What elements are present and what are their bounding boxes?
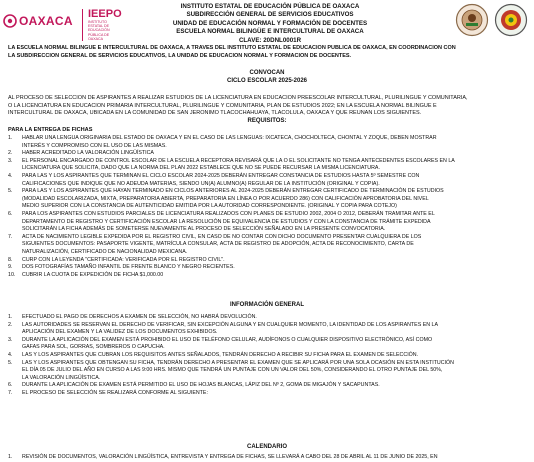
oaxaca-flower-icon — [3, 14, 17, 28]
list-item-number: 2. — [8, 150, 13, 157]
header-line: SUBDIRECCIÓN GENERAL DE SERVICIOS EDUCATIVOS — [186, 11, 354, 19]
calendario-list — [8, 454, 530, 462]
escuela-normal-seal-icon — [455, 3, 489, 37]
list-item-number: 7. — [8, 389, 13, 396]
intro-line: LA SUBDIRECCIÓN GENERAL DE SERVICIOS EDUCATIVOS, LA UNIDAD DE EDUCACIÓN NORMAL Y FORMACIÓN DE DOCENTES. — [8, 52, 352, 59]
list-item-number: 3. — [8, 157, 13, 164]
list-item-text: HABER ACREDITADO LA VALORACIÓN LINGÜÍSTICA — [22, 150, 154, 157]
list-item — [8, 360, 530, 383]
header-line: CLAVE: 20DNL0001R — [238, 36, 302, 44]
list-item-text: CUBRIR LA CUOTA DE EXPEDICIÓN DE FICHA $1,000.00 — [22, 271, 164, 278]
list-item — [8, 211, 530, 234]
list-item — [8, 382, 530, 390]
ieepo-logo-text: IEEPO — [88, 8, 122, 20]
list-item-number: 4. — [8, 172, 13, 179]
state-seal-icon — [494, 3, 528, 37]
list-item-number: 5. — [8, 359, 13, 366]
list-item-text: CURP CON LA LEYENDA "CERTIFICADA: VERIFICADA POR EL REGISTRO CIVIL". — [22, 256, 225, 263]
oaxaca-logo — [3, 14, 73, 28]
list-item-number: 5. — [8, 188, 13, 195]
list-item — [8, 257, 530, 265]
requisitos-title: REQUISITOS: — [247, 118, 287, 124]
calendario-title: CALENDARIO — [247, 444, 287, 450]
list-item-text: EFECTUADO EL PAGO DE DERECHOS A EXAMEN DE SELECCIÓN, NO HABRÁ DEVOLUCIÓN. — [22, 314, 257, 320]
requisitos-list — [8, 135, 530, 279]
list-item — [8, 322, 530, 337]
list-item-text: EL PROCESO DE SELECCIÓN SE REALIZARÁ CONFORME AL SIGUIENTE: — [22, 389, 208, 396]
list-item-number: 3. — [8, 336, 13, 343]
list-item — [8, 337, 530, 352]
header-line: ESCUELA NORMAL BILINGÜE E INTERCULTURAL DE OAXACA — [176, 28, 364, 36]
list-item-number: 1. — [8, 314, 13, 320]
list-item-number: 8. — [8, 256, 13, 263]
list-item-text: ACTA DE NACIMIENTO LEGIBLE EXPEDIDA POR EL REGISTRO CIVIL, EN CASO DE NO CONTAR CON DICHO DOCUMENTO PRESENTAR CUALQUIERA DE LOS SIGUIENTES DOCUMENTOS: PASAPORTE VIGENTE, MATRÍCULA CONSULAR, ACTA DE REGISTRO DE ADOPCIÓN, ACTA DE RECONOCIMIENTO, CARTA DE NATURALIZACIÓN, CERTIFICADO DE NACIONALIDAD MEXICANA. — [22, 233, 422, 255]
list-item — [8, 454, 530, 462]
list-item — [8, 173, 530, 188]
fichas-section-title: PARA LA ENTREGA DE FICHAS — [8, 127, 93, 133]
list-item-text: PARA LAS Y LOS ASPIRANTES QUE TERMINAN EL CICLO ESCOLAR 2024-2025 DEBERÁN ENTREGAR CONSTANCIA DE ESTUDIOS HASTA 5º SEMESTRE CON CALIFICACIONES QUE INDIQUE QUE NO ADEUDA MATERIAS, SIENDO UN(A) ALUMNO(A) REGULAR DE LA INSTITUCIÓN (ORIGINAL Y COPIA). — [22, 172, 420, 187]
list-item-text: HABLAR UNA LENGUA ORIGINARIA DEL ESTADO DE OAXACA Y EN EL CASO DE LAS LENGUAS: IXCATECA, CHOCHOLTECA, CHONTAL Y ZOQUE, DEBEN MOSTRAR INTERÉS Y COMPROMISO CON EL USO DE LAS MISMAS. — [22, 135, 437, 149]
intro-paragraph — [8, 45, 528, 60]
list-item — [8, 234, 530, 257]
list-item — [8, 314, 530, 322]
list-item-text: LAS AUTORIDADES SE RESERVAN EL DERECHO DE VERIFICAR, SIN EXCEPCIÓN ALGUNA Y EN CUALQUIER MOMENTO, LA IDENTIDAD DE LOS ASPIRANTES EN LA APLICACIÓN DEL EXAMEN Y LA VALIDEZ DE LOS DOCUMENTOS EXHIBIDOS. — [22, 321, 439, 336]
ieepo-logo — [82, 9, 122, 41]
list-item-text: DURANTE LA APLICACIÓN DE EXAMEN ESTÁ PERMITIDO EL USO DE HOJAS BLANCAS, LÁPIZ DEL Nº 2, GOMA DE MIGAJÓN Y SACAPUNTAS. — [22, 382, 380, 389]
purpose-paragraph — [8, 95, 528, 118]
list-item-number: 6. — [8, 210, 13, 217]
list-item-number: 2. — [8, 321, 13, 328]
list-item-number: 6. — [8, 382, 13, 389]
list-item — [8, 135, 530, 150]
list-item-text: DURANTE LA APLICACIÓN DEL EXAMEN ESTÁ PROHIBIDO EL USO DE TELÉFONO CELULAR, AUDÍFONOS O CUALQUIER DISPOSITIVO ELECTRÓNICO, ASÍ COMO GAFAS PARA SOL, GORRAS, SOMBREROS O CAPUCHA. — [22, 336, 433, 351]
list-item-number: 4. — [8, 351, 13, 358]
list-item-number: 7. — [8, 233, 13, 240]
list-item-text: LAS Y LOS ASPIRANTES QUE OBTENGAN SU FICHA, TENDRÁN DERECHO A PRESENTAR EL EXAMEN QUE SE APLICARÁ POR UNA SOLA OCASIÓN EN ESTA INSTITUCIÓN EL DÍA 05 DE JULIO DEL AÑO EN CURSO A LAS 9:00 HRS. MISMO QUE TENDRÁ UN PUNTAJE CON UN VALOR DEL 50%, CONSIDERANDO EL OTRO PUNTAJE DEL 50%, LA VALORACIÓN LINGÜÍSTICA. — [22, 359, 454, 381]
list-item-text: PARA LAS Y LOS ASPIRANTES QUE HAYAN TERMINADO EN CICLOS ANTERIORES AL 2024-2025 DEBERÁN ENTREGAR CERTIFICADO DE TERMINACIÓN DE ESTUDIOS (MODALIDAD ESCOLARIZADA, MIXTA, PREPARATORIA ABIERTA, PREPARATORIA EN LÍNEA O POR ACUERDO 286) CON CALIFICACIÓN APROBATORIA DEL NIVEL MEDIO SUPERIOR CON LA CONSTANCIA DE AUTENTICIDAD EMITIDA POR LA AUTORIDAD CORRESPONDIENTE. (ORIGINAL Y COPIA PARA COTEJO) — [22, 188, 444, 210]
list-item-text: EL PERSONAL ENCARGADO DE CONTROL ESCOLAR DE LA ESCUELA RECEPTORA REVISARÁ QUE LA O EL SOLICITANTE NO TENGA ANTECEDENTES ESCOLARES EN LA LICENCIATURA QUE SOLICITA, DADO QUE LA NORMA DEL PLAN 2022 ESTABLECE QUE NO SE PUEDE RECURSAR LA MISMA LICENCIATURA. — [22, 157, 455, 172]
informacion-general-list — [8, 314, 530, 398]
list-item — [8, 150, 530, 158]
list-item-number: 9. — [8, 264, 13, 271]
institution-header — [140, 3, 400, 45]
header-line: INSTITUTO ESTATAL DE EDUCACIÓN PÚBLICA DE OAXACA — [180, 3, 360, 10]
purpose-line: O LA LICENCIATURA EN EDUCACIÓN PRIMARIA INTERCULTURAL, PLURILINGÜE Y COMUNITARIA, PLAN DE ESTUDIOS 2022; EN LA ESCUELA NORMAL BILINGÜE E — [8, 102, 437, 109]
header-line: UNIDAD DE EDUCACIÓN NORMAL Y FORMACIÓN DE DOCENTES — [172, 19, 368, 27]
list-item-text: REVISIÓN DE DOCUMENTOS, VALORACIÓN LINGÜÍSTICA, ENTREVISTA Y ENTREGA DE FICHAS, SE LLEVARÁ A CABO DEL 28 DE ABRIL AL 11 DE JUNIO DE 2025, EN — [22, 454, 438, 460]
list-item-text: LAS Y LOS ASPIRANTES QUE CUBRAN LOS REQUISITOS ANTES SEÑALADOS, TENDRÁN DERECHO A RECIBIR SU FICHA PARA EL EXAMEN DE SELECCIÓN. — [22, 351, 419, 358]
list-item-text: PARA LOS ASPIRANTES CON ESTUDIOS PARCIALES DE LICENCIATURA REALIZADOS CON PLANES DE ESTUDIO 2002, 2004 O 2012, DEBERÁN TRAMITAR ANTE EL DEPARTAMENTO DE REGISTRO Y CERTIFICACIÓN ESCOLAR LA RESOLUCIÓN DE EQUIVALENCIA DE ESTUDIOS Y CON LA CONSTANCIA DE TRÁMITE EXPEDIDA SOLICITARÁN LA FICHA ADEMÁS DE SOMETERSE NUEVAMENTE AL PROCESO DE SELECCIÓN SEÑALADO EN LA PRESENTE CONVOCATORIA. — [22, 210, 435, 233]
list-item-number: 1. — [8, 454, 13, 460]
list-item-text: DOS FOTOGRAFÍAS TAMAÑO INFANTIL DE FRENTE BLANCO Y NEGRO RECIENTES. — [22, 264, 235, 271]
purpose-line: INTERCULTURAL DE OAXACA, UBICADA EN LA COMUNIDAD DE SAN JERÓNIMO TLACOCHAHUAYA, TLACOLULA, OAXACA Y QUE REÚNAN LOS SIGUIENTES. — [8, 110, 422, 117]
list-item — [8, 352, 530, 360]
list-item — [8, 158, 530, 173]
list-item — [8, 188, 530, 211]
list-item — [8, 390, 530, 398]
ieepo-logo-subtitle: INSTITUTO ESTATAL DE EDUCACIÓN PÚBLICA DE OAXACA — [88, 20, 110, 41]
list-item-number: 1. — [8, 135, 13, 141]
intro-line: LA ESCUELA NORMAL BILINGÜE E INTERCULTURAL DE OAXACA, A TRAVÉS DEL INSTITUTO ESTATAL DE EDUCACIÓN PÚBLICA DE OAXACA, EN COORDINACIÓN CON — [8, 45, 456, 51]
oaxaca-logo-text: OAXACA — [19, 14, 73, 28]
convocan-title: CONVOCAN — [249, 70, 285, 76]
purpose-line: AL PROCESO DE SELECCIÓN DE ASPIRANTES A REALIZAR ESTUDIOS DE LA LICENCIATURA EN EDUCACIÓN PREESCOLAR INTERCULTURAL, PLURILINGÜE Y COMUNITARIA, — [8, 95, 468, 101]
list-item-number: 10. — [8, 271, 16, 278]
informacion-general-title: INFORMACIÓN GENERAL — [230, 302, 304, 308]
list-item — [8, 264, 530, 272]
ciclo-title: CICLO ESCOLAR 2025-2026 — [226, 78, 308, 84]
list-item — [8, 272, 530, 280]
